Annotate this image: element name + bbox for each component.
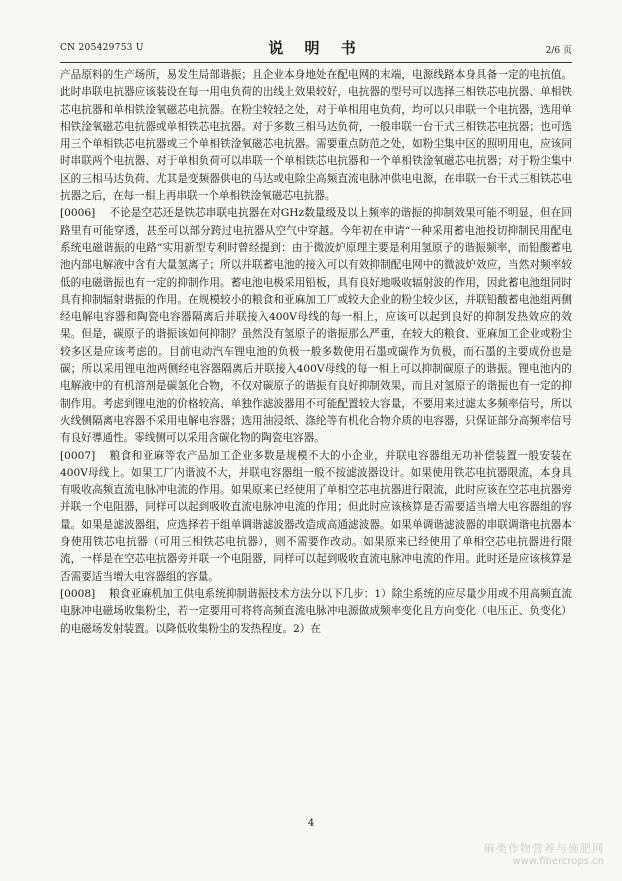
paragraph-text: 粮食亚麻机加工供电系统抑制谐振技术方法分以下几步：1）除尘系统的应尽量少用或不用高频直流电脉冲电磁场收集粉尘，若一定要用可将将高频直流电脉冲电源做成频率变化且方向变化（电压正、负变化）的电磁场发射装置。以降低收集粉尘的发热程度。2）在 <box>60 587 572 635</box>
page-header <box>60 37 572 59</box>
header-rule <box>60 62 572 63</box>
page-info: 2/6 页 <box>545 46 572 56</box>
paragraph-text: 不论是空芯还是铁芯串联电抗器在对GHz数量级及以上频率的谐振的抑制效果可能不明显，但在回路里有可能穿透，甚至可以部分跨过电抗器从空气中穿越。今年初在申请“一种采用蓄电池投切抑制民用配电系统电磁谐振的电路”实用新型专利时曾经提到：由于微波炉原理主要是利用氢原子的谐振频率，而铅酸蓄电池内部电解液中含有大量氢离子；所以并联蓄电池的接入可以有效抑制配电网中的微波炉效应，当然对频率较低的电磁谐振也有一定的抑制作用。蓄电池电极采用铅板，具有良好地吸收辐射波的作用，因此蓄电池组同时具有抑制辐射谐振的作用。在规模较小的粮食和亚麻加工厂或较大企业的粉尘较少区，并联铅酸蓄电池组两侧经电解电容器和陶瓷电容器隔离后并联接入400V母线的每一相上，应该可以起到良好的抑制发热效应的效果。但是，碳原子的谐振该如何抑制？虽然没有氢原子的谐振那么严重，在较大的粮食、亚麻加工企业或粉尘较多区是应该考虑的。目前电动汽车锂电池的负极一般多数使用石墨或碳作为负极，而石墨的主要成份也是碳；所以采用锂电池两侧经电容器隔离后并联接入400V母线的每一相上可以抑制碳原子的谐振。锂电池内的电解液中的有机溶剂是碳氢化合物，不仅对碳原子的谐振有良好抑制效果，而且对氢原子的谐振也有一定的抑制作用。考虑到锂电池的价格较高、单独作滤波器用不可能配置较大容量，不要用来过滤太多频率信号，所以火线侧隔离电容器不采用电解电容器；选用油浸纸、涤纶等有机化合物介质的电容器，只保证部分高频率信号有良好導通性。零线侧可以采用含碳化物的陶瓷电容器。 <box>60 207 572 445</box>
paragraph-text: 产品原料的生产场所，易发生局部谐振；且企业本身地处在配电网的末端，电源线路本身具备一定的电抗值。此时串联电抗器应该装设在每一用电负荷的出线上效果较好，电抗器的型号可以选择三相铁芯电抗器、单相铁芯电抗器和单相铁淦氧磁芯电抗器。在粉尘较轻之处，对于单相用电负荷，均可以只串联一个电抗器，选用单相铁淦氧磁芯电抗器或单相铁芯电抗器。对于多数三相马达负荷，一般串联一台干式三相铁芯电抗器；也可选用三个单相铁芯电抗器或三个单相铁淦氧磁芯电抗器。需要重点防范之处，如粉尘集中区的照明用电，应该同时串联两个电抗器、对于单相负荷可以串联一个单相铁芯电抗器和一个单相铁淦氧磁芯电抗器；对于粉尘集中区的三相马达负荷、尤其是变频器供电的马达或电除尘高频直流电脉冲供电电源，在串联一台干式三相铁芯电抗器之后，在每一相上再串联一个单相铁淦氧磁芯电抗器。 <box>60 69 572 203</box>
paragraph-tag: [0006] <box>60 207 96 220</box>
publication-number: CN 205429753 U <box>60 43 144 53</box>
paragraph-text: 粮食和亚麻等农产品加工企业多数是规模不大的小企业，并联电容器组无功补偿装置一般安装在400V母线上。如果工厂内谐波不大，并联电容器组一般不按滤波器设计。如果使用铁芯电抗器限流，本身具有吸收高频直流电脉冲电流的作用。如果原来已经使用了单相空芯电抗器进行限流，此时应该在空芯电抗器旁并联一个电阻器，同样可以起到吸收直流电脉冲电流的作用；但此时应该核算是否需要适当增大电容器组的容量。如果是滤波器组，应选择若干组单调谐滤波器改造成高通滤波器。如果单调谐滤波器的串联调谐电抗器本身使用铁芯电抗器（可用三相铁芯电抗器），则不需要作改动。如果原来已经使用了单相空芯电抗器进行限流，一样是在空芯电抗器旁并联一个电阻器，同样可以起到吸收直流电脉冲电流的作用。此时还是应该核算是否需要适当增大电容器组的容量。 <box>60 449 572 583</box>
document-title: 说 明 书 <box>268 39 364 57</box>
watermark-line-1: 麻类作物营养与施肥网 <box>484 842 604 855</box>
paragraph-0008 <box>60 586 572 638</box>
paragraph-continuation <box>60 67 572 205</box>
paragraph-0007 <box>60 448 572 586</box>
document-body <box>60 67 572 638</box>
paragraph-tag: [0008] <box>60 587 96 600</box>
watermark-line-2: www.fibercrops.cn <box>512 856 604 867</box>
page-number: 4 <box>307 818 315 829</box>
paragraph-0006 <box>60 205 572 447</box>
paragraph-tag: [0007] <box>60 449 96 462</box>
watermark <box>484 840 604 867</box>
